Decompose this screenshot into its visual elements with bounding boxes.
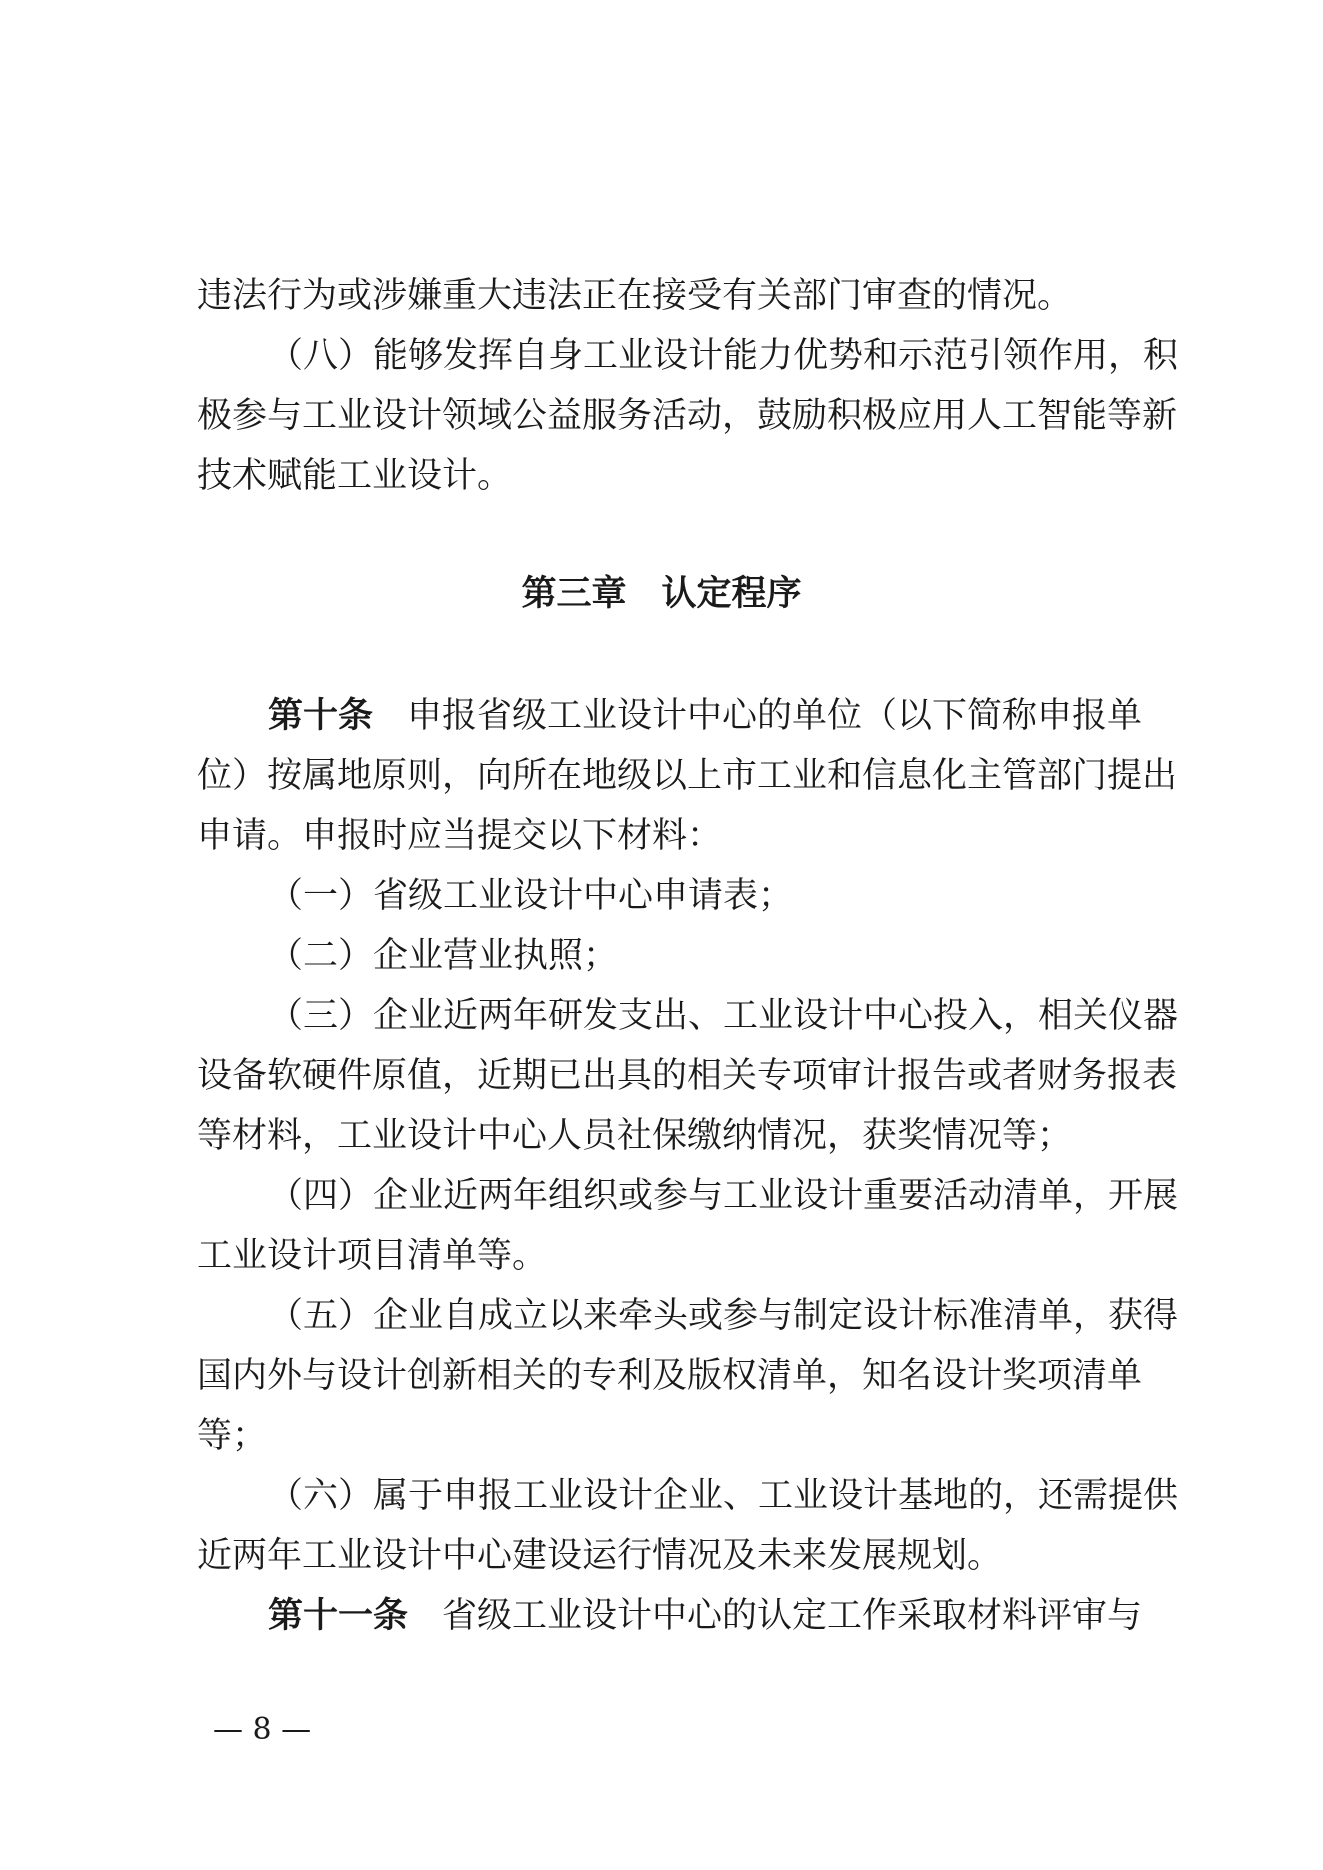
article-11-text: 省级工业设计中心的认定工作采取材料评审与 [442, 1596, 1143, 1636]
list-item-line: 国内外与设计创新相关的专利及版权清单，知名设计奖项清单 [197, 1356, 1143, 1396]
list-item: （一）省级工业设计中心申请表； [268, 876, 794, 916]
paragraph-line: 技术赋能工业设计。 [197, 456, 513, 496]
list-item-line: 等； [197, 1416, 268, 1456]
list-item: （五）企业自成立以来牵头或参与制定设计标准清单，获得 [268, 1296, 1179, 1336]
list-item-line: 设备软硬件原值，近期已出具的相关专项审计报告或者财务报表 [197, 1056, 1178, 1096]
chapter-heading: 第三章 认定程序 [521, 574, 802, 614]
paragraph-line: 极参与工业设计领域公益服务活动，鼓励积极应用人工智能等新 [197, 396, 1178, 436]
list-item: （三）企业近两年研发支出、工业设计中心投入，相关仪器 [268, 996, 1179, 1036]
article-10-text: 申报省级工业设计中心的单位（以下简称申报单 [407, 696, 1143, 736]
paragraph-line: （八）能够发挥自身工业设计能力优势和示范引领作用，积 [268, 336, 1179, 376]
list-item: （六）属于申报工业设计企业、工业设计基地的，还需提供 [268, 1476, 1179, 1516]
article-11-label: 第十一条 [268, 1596, 409, 1636]
article-11-first-line [268, 1596, 1143, 1636]
paragraph-line: 位）按属地原则，向所在地级以上市工业和信息化主管部门提出 [197, 756, 1178, 796]
paragraph-line: 申请。申报时应当提交以下材料： [197, 816, 723, 856]
page-number: — 8 — [213, 1712, 312, 1747]
list-item: （四）企业近两年组织或参与工业设计重要活动清单，开展 [268, 1176, 1179, 1216]
list-item: （二）企业营业执照； [268, 936, 619, 976]
list-item-line: 近两年工业设计中心建设运行情况及未来发展规划。 [197, 1536, 1003, 1576]
list-item-line: 等材料，工业设计中心人员社保缴纳情况，获奖情况等； [197, 1116, 1073, 1156]
article-10-label: 第十条 [268, 696, 374, 736]
article-10-first-line [268, 696, 1143, 736]
list-item-line: 工业设计项目清单等。 [197, 1236, 548, 1276]
paragraph-line: 违法行为或涉嫌重大违法正在接受有关部门审查的情况。 [197, 276, 1073, 316]
